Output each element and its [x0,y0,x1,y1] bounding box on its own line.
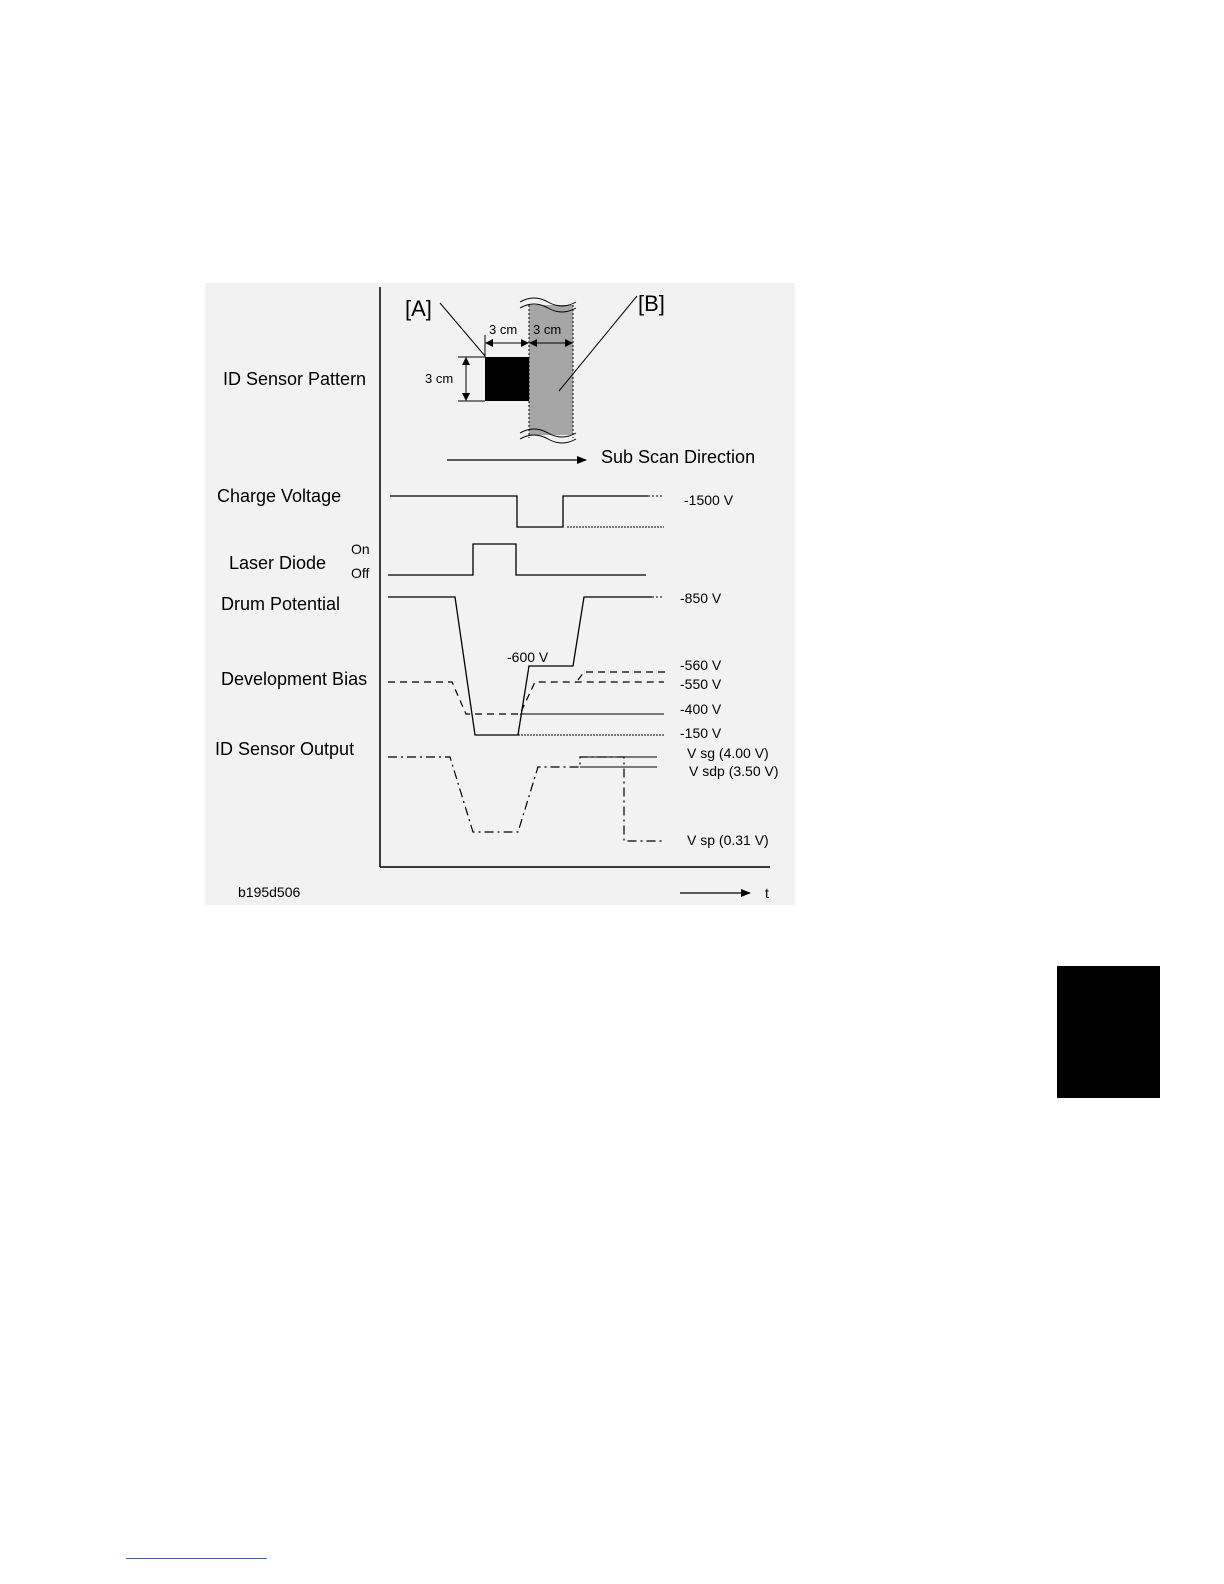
label-charge-voltage: Charge Voltage [217,486,342,506]
value-150: -150 V [680,725,722,741]
label-a: [A] [405,296,432,321]
value-400: -400 V [680,701,722,717]
dim-width-a-label: 3 cm [489,322,518,337]
value-550: -550 V [680,676,722,692]
time-axis-label: t [765,885,769,901]
label-b: [B] [638,291,665,316]
value-vsg: V sg (4.00 V) [687,745,769,761]
value-vsdp: V sdp (3.50 V) [689,763,779,779]
section-tab-marker [1057,966,1160,1098]
value-drum-600: -600 V [507,649,549,665]
label-development-bias: Development Bias [221,669,368,689]
value-charge-1500: -1500 V [684,492,734,508]
value-drum-850: -850 V [680,590,722,606]
footer-rule [126,1558,267,1559]
laser-on-label: On [351,541,370,557]
dim-width-b-label: 3 cm [533,322,562,337]
label-drum-potential: Drum Potential [221,594,341,614]
patch-a-black [485,357,529,401]
laser-off-label: Off [351,565,370,581]
sub-scan-direction-label: Sub Scan Direction [601,447,756,467]
value-vsp: V sp (0.31 V) [687,832,769,848]
figure-id: b195d506 [238,884,301,900]
value-560: -560 V [680,657,722,673]
label-id-sensor-output: ID Sensor Output [215,739,355,759]
label-laser-diode: Laser Diode [229,553,327,573]
label-id-sensor-pattern: ID Sensor Pattern [223,369,367,389]
dim-height-label: 3 cm [425,371,454,386]
